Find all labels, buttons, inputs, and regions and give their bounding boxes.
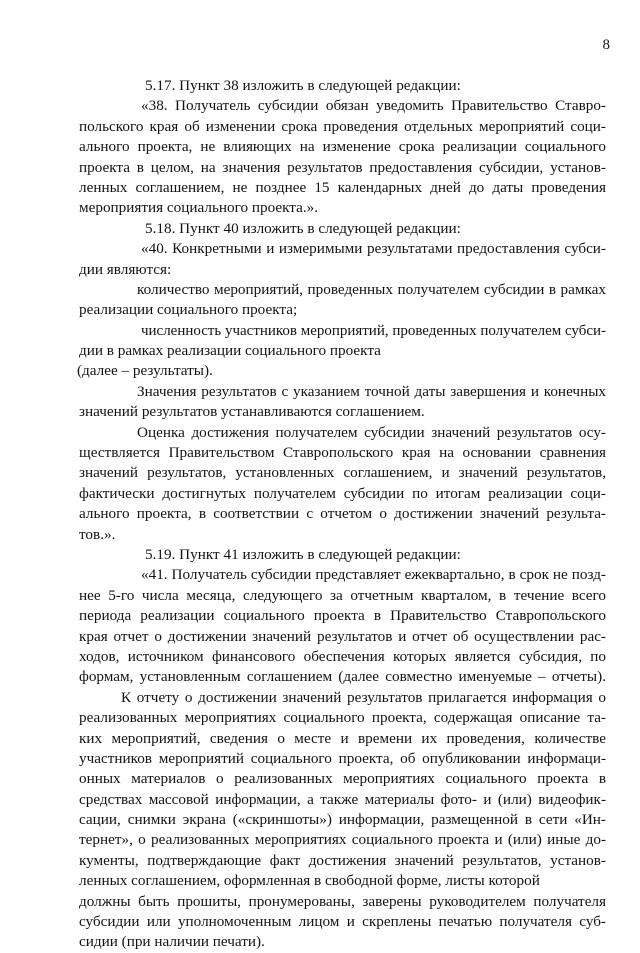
text-line: К отчету о достижении значений результатов прилагается информация о bbox=[121, 688, 606, 706]
text-line: дии являются: bbox=[79, 260, 172, 278]
text-line: формам, установленным соглашением (далее совместно именуемые – отчеты). bbox=[79, 668, 606, 686]
text-line: периода реализации социального проекта в Правительство Ставропольского bbox=[79, 607, 606, 625]
text-line: (далее – результаты). bbox=[77, 362, 213, 380]
document-body bbox=[79, 76, 606, 953]
text-line: ального проекта, в соответствии с отчетом о достижении значений результа- bbox=[79, 505, 606, 523]
text-line: 5.17. Пункт 38 изложить в следующей редакции: bbox=[145, 77, 461, 94]
text-line: реализации социального проекта; bbox=[79, 301, 298, 319]
text-line: реализованных мероприятиях социального проекта, содержащая описание та- bbox=[79, 709, 606, 727]
text-line: ленных соглашением, не позднее 15 календарных дней до даты проведения bbox=[79, 178, 606, 196]
text-line: «38. Получатель субсидии обязан уведомить Правительство Ставро- bbox=[141, 97, 606, 115]
text-line: сидии (при наличии печати). bbox=[79, 933, 265, 951]
text-line: участников мероприятий социального проекта, об опубликовании информаци- bbox=[79, 749, 606, 767]
text-line: Значения результатов с указанием точной даты завершения и конечных bbox=[137, 382, 606, 400]
text-line: края отчет о достижении значений результатов и отчет об осуществлении рас- bbox=[79, 627, 606, 645]
page-number: 8 bbox=[602, 37, 610, 53]
text-line: субсидии или уполномоченным лицом и скреплены печатью получателя суб- bbox=[79, 913, 606, 931]
text-line: ленных соглашением, оформленная в свободной форме, листы которой bbox=[79, 872, 540, 890]
text-line: нее 5-го числа месяца, следующего за отчетным кварталом, в течение всего bbox=[79, 586, 606, 604]
text-line: 5.18. Пункт 40 изложить в следующей редакции: bbox=[145, 219, 461, 237]
text-line: ществляется Правительством Ставропольского края на основании сравнения bbox=[79, 444, 606, 462]
text-line: 5.19. Пункт 41 изложить в следующей редакции: bbox=[145, 545, 461, 563]
text-line: «40. Конкретными и измеримыми результатами предоставления субси- bbox=[141, 240, 606, 258]
text-line: Оценка достижения получателем субсидии значений результатов осу- bbox=[137, 423, 606, 441]
text-line: тернет», о реализованных мероприятиях социального проекта и (или) иные до- bbox=[79, 831, 606, 849]
text-line: «41. Получатель субсидии представляет ежеквартально, в срок не позд- bbox=[141, 566, 606, 584]
text-line: польского края об изменении срока проведения отдельных мероприятий соци- bbox=[79, 117, 606, 135]
text-line: значений результатов, установленных соглашением, и значений результатов, bbox=[79, 464, 606, 482]
text-line: кументы, подтверждающие факт достижения значений результатов, установ- bbox=[79, 851, 606, 869]
text-line: ходов, источником финансового обеспечения которых является субсидия, по bbox=[79, 647, 606, 665]
text-line: мероприятия социального проекта.». bbox=[79, 199, 319, 217]
text-line: сации, снимки экрана («скриншоты») информации, размещенной в сети «Ин- bbox=[79, 811, 606, 829]
text-line: ких мероприятий, сведения о месте и времени их проведения, количестве bbox=[79, 729, 606, 747]
text-line: средствах массовой информации, а также материалы фото- и (или) видеофик- bbox=[79, 790, 606, 808]
text-line: количество мероприятий, проведенных получателем субсидии в рамках bbox=[137, 280, 606, 298]
text-line: дии в рамках реализации социального проекта bbox=[79, 342, 381, 360]
text-line: ального проекта, не влияющих на изменение срока реализации социального bbox=[79, 138, 606, 156]
text-line: проекта в целом, на значения результатов предоставления субсидии, установ- bbox=[79, 158, 606, 176]
text-line: онных материалов о реализованных мероприятиях социального проекта в bbox=[79, 770, 606, 788]
text-line: тов.». bbox=[79, 525, 116, 543]
text-line: значений результатов устанавливаются соглашением. bbox=[79, 403, 425, 421]
text-line: фактически достигнутых получателем субсидии по итогам реализации соци- bbox=[79, 484, 606, 502]
text-line: должны быть прошиты, пронумерованы, заверены руководителем получателя bbox=[79, 892, 606, 910]
text-line: численность участников мероприятий, проведенных получателем субси- bbox=[141, 321, 606, 339]
